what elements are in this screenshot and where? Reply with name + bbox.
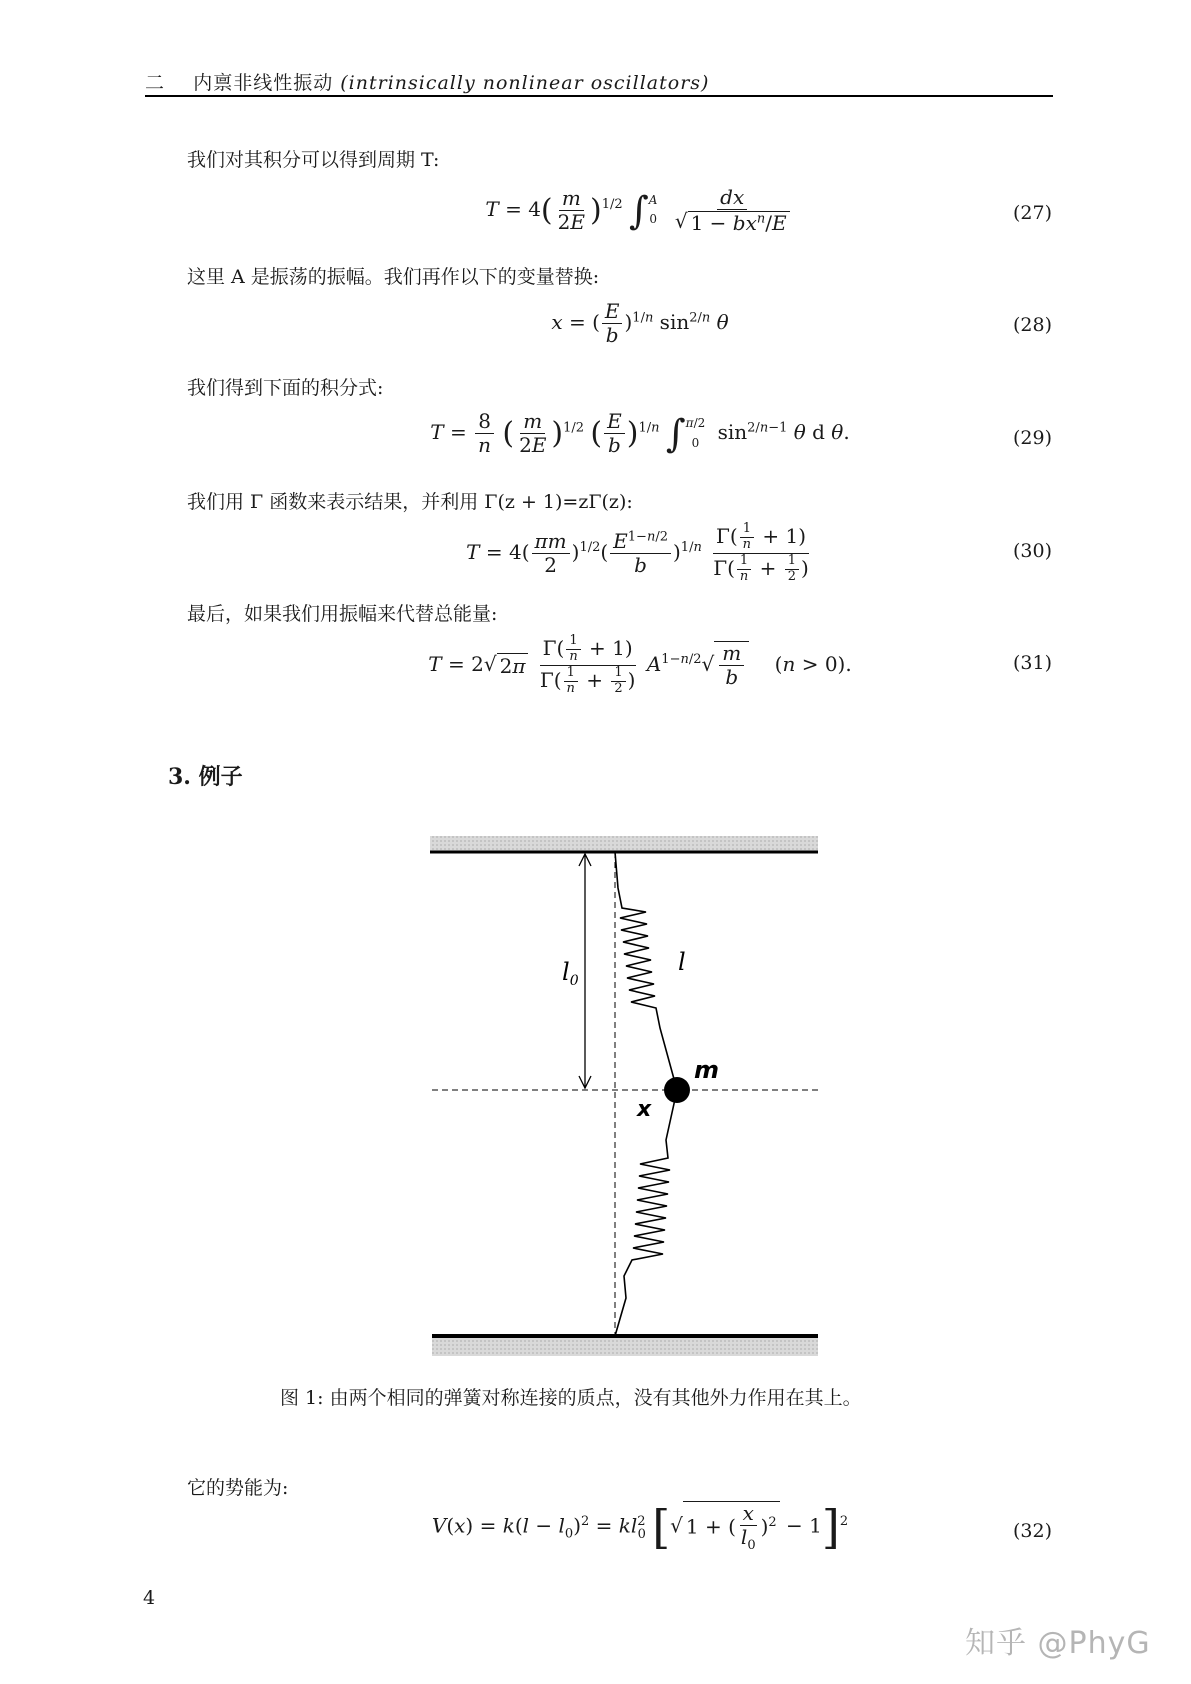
running-head-title-cn: 内禀非线性振动 <box>193 72 334 94</box>
label-l0: $l_0$ <box>562 958 579 989</box>
lower-spring <box>615 1090 677 1336</box>
running-head <box>145 68 709 95</box>
header-rule <box>145 95 1053 97</box>
upper-spring <box>615 852 677 1090</box>
paragraph-potential: 它的势能为: <box>187 1477 289 1499</box>
bottom-wall <box>432 1338 818 1356</box>
equation-number-31: (31) <box>1012 652 1052 674</box>
paragraph-gamma: 我们用 Γ 函数来表示结果，并利用 Γ(z + 1)=zΓ(z): <box>187 491 633 513</box>
equation-30: T = 4( $\frac{\pi m}{2}$ )$^{1/2}$( $\frac{E^{1-n/2}}{b}$ )$^{1/n}$ Γ( $\frac{1}{n}$ + 1) Γ( $\frac{1}{n}$ + $\frac{1}{2}$ ) <box>466 521 809 584</box>
watermark: 知乎 @PhyG <box>965 1626 1151 1661</box>
equation-28: x = ( $\frac{E}{b}$ )$^{1/n}$ $\sin^{2/n} \theta$ <box>551 299 729 347</box>
top-wall <box>430 836 818 852</box>
label-m: m <box>694 1056 720 1084</box>
figure-spring-mass <box>420 828 820 1372</box>
equation-number-29: (29) <box>1012 427 1052 449</box>
figure-diagram <box>420 828 820 1368</box>
equation-31: T = 2√ 2π Γ( $\frac{1}{n}$ + 1) Γ( $\frac{1}{n}$ + $\frac{1}{2}$ ) $A^{1-n/2}√$ $\frac{m}{b}$ (n > 0). <box>428 633 852 696</box>
equation-number-30: (30) <box>1012 540 1052 562</box>
paragraph-period-intro: 我们对其积分可以得到周期 T: <box>187 149 440 171</box>
page-number: 4 <box>143 1587 156 1609</box>
equation-29: T = $\frac{8}{n}$ ( $\frac{m}{2E}$ )$^{1/2}$ ( $\frac{E}{b}$ )$^{1/n}$ ∫ π/2 0 $\sin^{2/n-1} \theta$ d θ. <box>430 409 850 457</box>
equation-32: $V(x) = k(l - l_0)^2 = kl^2_0$ [√ 1 + ( $\frac{x}{l_0}$ )$^2$ − 1]$^2$ <box>431 1500 849 1554</box>
section-heading: 3. 例子 <box>168 764 243 790</box>
equation-number-32: (32) <box>1012 1520 1052 1542</box>
running-head-section-no: 二 <box>145 72 166 94</box>
paragraph-substitution: 这里 A 是振荡的振幅。我们再作以下的变量替换: <box>187 266 600 288</box>
figure-caption: 图 1: 由两个相同的弹簧对称连接的质点，没有其他外力作用在其上。 <box>280 1387 862 1409</box>
running-head-title-en: (intrinsically nonlinear oscillators) <box>340 72 710 94</box>
equation-27: T = 4( $\frac{m}{2E}$ )$^{1/2}$ ∫ A 0 $\frac{dx}{√ 1 - bx^n/E}$ <box>300 186 980 235</box>
label-x: x <box>637 1097 652 1122</box>
label-l: l <box>678 948 686 976</box>
paragraph-integral: 我们得到下面的积分式: <box>187 377 384 399</box>
mass-point <box>664 1077 690 1103</box>
equation-number-27: (27) <box>1012 202 1052 224</box>
equation-number-28: (28) <box>1012 314 1052 336</box>
paragraph-amplitude: 最后，如果我们用振幅来代替总能量: <box>187 603 498 625</box>
